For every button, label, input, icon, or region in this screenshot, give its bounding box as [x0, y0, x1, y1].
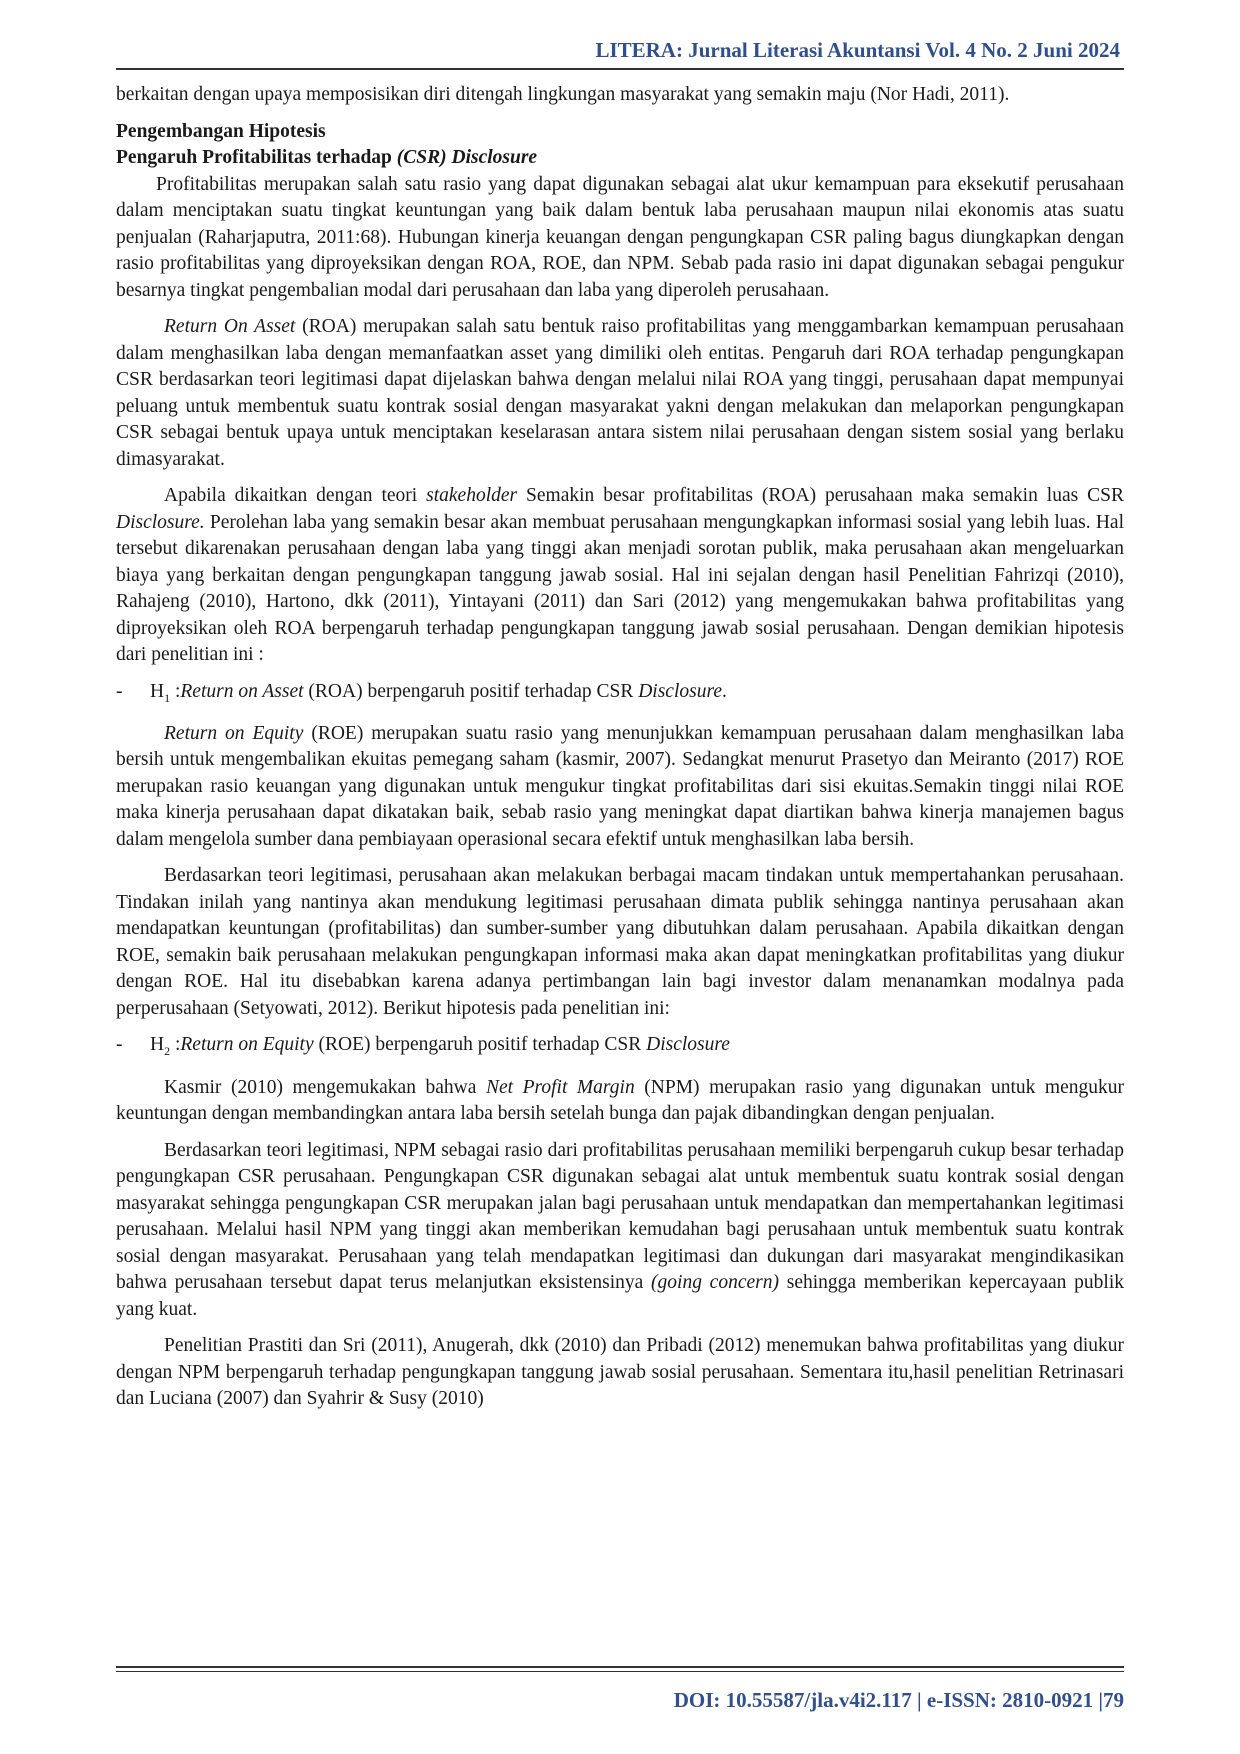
paragraph-4 [116, 721, 1124, 854]
subsection-title [116, 145, 1124, 172]
journal-header: LITERA: Jurnal Literasi Akuntansi Vol. 4 No. 2 Juni 2024 [595, 38, 1120, 62]
h2-sub: 2 [164, 1044, 171, 1059]
h1-label: H [150, 680, 165, 702]
p4-text: (ROE) merupakan suatu rasio yang menunjukkan kemampuan perusahaan dalam menghasilkan laba bersih untuk mengembalikan ekuitas pemegang saham (kasmir, 2007). Sedangkat menurut Prasetyo dan Meiranto (2017) ROE merupakan rasio keuangan yang digunakan untuk mengukur tingkat profitabilitas dari sisi ekuitas.Semakin tinggi nilai ROE maka kinerja perusahaan dapat dikatakan baik, sebab rasio yang meningkat dapat diartikan bahwa kinerja manajemen bagus dalam mengelola sumber dana pembiayaan operasional secara efektif untuk menghasilkan laba bersih. [116, 722, 1124, 850]
paragraph-1: Profitabilitas merupakan salah satu rasio yang dapat digunakan sebagai alat ukur kemampuan para eksekutif perusahaan dalam menciptakan suatu tingkat keuntungan yang baik dalam bentuk laba perusahaan maupun nilai ekonomis atas suatu penjualan (Raharjaputra, 2011:68). Hubungan kinerja keuangan dengan pengungkapan CSR paling bagus diungkapkan dengan rasio profitabilitas yang diproyeksikan dengan ROA, ROE, dan NPM. Sebab pada rasio ini dapat digunakan sebagai pengukur besarnya tingkat pengembalian modal dari perusahaan dan laba yang diperoleh perusahaan. [116, 173, 1124, 301]
p3-a: Apabila dikaitkan dengan teori [164, 485, 427, 506]
p3-e: Perolehan laba yang semakin besar akan membuat perusahaan mengungkapkan informasi sosial yang lebih luas. Hal tersebut dikarenakan perusahaan dengan laba yang tinggi akan menjadi sorotan publik, maka perusahaan akan mengeluarkan biaya yang berkaitan dengan pengungkapan tanggung jawab sosial. Hal ini sejalan dengan hasil Penelitian Fahrizqi (2010), Rahajeng (2010), Hartono, dkk (2011), Yintayani (2011) dan Sari (2012) yang mengemukakan bahwa profitabilitas yang diproyeksikan oleh ROA berpengaruh terhadap pengungkapan tanggung jawab sosial perusahaan. Dengan demikian hipotesis dari penelitian ini : [116, 511, 1124, 665]
p2-text: (ROA) merupakan salah satu bentuk raiso profitabilitas yang menggambarkan kemampuan perusahaan dalam menghasilkan laba dengan memanfaatkan asset yang dimiliki oleh entitas. Pengaruh dari ROA terhadap pengungkapan CSR berdasarkan teori legitimasi dapat dijelaskan bahwa dengan melalui nilai ROA yang tinggi, perusahaan dapat mempunyai peluang untuk membentuk suatu kontrak sosial dengan masyarakat yakni dengan melakukan dan melaporkan pengungkapan CSR sebagai bentuk upaya untuk menciptakan keselarasan antara sistem nilai perusahaan dengan sistem sosial yang berlaku dimasyarakat. [116, 316, 1124, 470]
intro-paragraph: berkaitan dengan upaya memposisikan diri ditengah lingkungan masyarakat yang semakin maju (Nor Hadi, 2011). [116, 84, 1010, 105]
p3-b: stakeholder [426, 485, 518, 506]
p6-c: (NPM) merupakan rasio yang digunakan untuk mengukur keuntungan dengan membandingkan antara laba bersih setelah bunga dan pajak dibandingkan dengan penjualan. [116, 1076, 1124, 1125]
paragraph-3 [116, 483, 1124, 669]
p6-a: Kasmir (2010) mengemukakan bahwa [164, 1076, 486, 1098]
paragraph-8: Penelitian Prastiti dan Sri (2011), Anugerah, dkk (2010) dan Pribadi (2012) menemukan bahwa profitabilitas yang diukur dengan NPM berpengaruh terhadap pengungkapan tanggung jawab sosial perusahaan. Sementara itu,hasil penelitian Retrinasari dan Luciana (2007) dan Syahrir & Susy (2010) [116, 1335, 1124, 1410]
paragraph-5: Berdasarkan teori legitimasi, perusahaan akan melakukan berbagai macam tindakan untuk mempertahankan perusahaan. Tindakan inilah yang nantinya akan mendukung legitimasi perusahaan dimata publik sehingga nantinya perusahaan akan mendapatkan keuntungan (profitabilitas) dan sumber-sumber yang dibutuhkan dalam perusahaan. Apabila dikaitkan dengan ROE, semakin baik perusahaan melakukan pengungkapan informasi maka akan dapat meningkatkan profitabilitas yang diukur dengan ROE. Hal itu disebabkan karena adanya pertimbangan lain bagi investor dalam menanamkan modalnya pada perperusahaan (Setyowati, 2012). Berikut hipotesis pada penelitian ini: [116, 865, 1124, 1019]
p3-c: Semakin besar profitabilitas (ROA) perusahaan maka semakin luas CSR [517, 485, 1124, 506]
footer-doi: DOI: 10.55587/jla.v4i2.117 | e-ISSN: 2810-0921 |79 [673, 1688, 1124, 1712]
p7-b: (going concern) [651, 1272, 779, 1294]
header-rule [116, 68, 1124, 70]
h1-colon: : [170, 680, 181, 702]
h1-term2: Disclosure [638, 680, 722, 702]
h1-sub: 1 [164, 690, 171, 705]
h1-term: Return on Asset [180, 680, 304, 702]
footer-rule-thick [116, 1666, 1124, 1668]
h1-mid: (ROA) berpengaruh positif terhadap CSR [303, 680, 639, 702]
hypothesis-2 [116, 1032, 1124, 1064]
h1-end: . [722, 680, 727, 702]
h2-mid: (ROE) berpengaruh positif terhadap CSR [313, 1034, 647, 1056]
p6-b: Net Profit Margin [485, 1076, 635, 1098]
subsection-prefix: Pengaruh Profitabilitas terhadap [116, 147, 397, 168]
h2-label: H [150, 1034, 165, 1056]
section-title: Pengembangan Hipotesis [116, 120, 326, 142]
paragraph-7 [116, 1138, 1124, 1324]
h2-term: Return on Equity [180, 1034, 314, 1056]
hypothesis-1 [116, 679, 1124, 711]
p4-term: Return on Equity [164, 722, 304, 744]
h2-term2: Disclosure [646, 1034, 730, 1056]
p7-a: Berdasarkan teori legitimasi, NPM sebagai rasio dari profitabilitas perusahaan memiliki berpengaruh cukup besar terhadap pengungkapan CSR perusahaan. Pengungkapan CSR digunakan sebagai alat untuk membentuk suatu kontrak sosial dengan masyarakat sehingga pengungkapan CSR merupakan jalan bagi perusahaan untuk mendapatkan dan mempertahankan legitimasi perusahaan. Melalui hasil NPM yang tinggi akan memberikan kemudahan bagi perusahaan untuk membentuk suatu kontrak sosial dengan masyarakat. Perusahaan yang telah mendapatkan legitimasi dan dukungan dari masyarakat mengindikasikan bahwa perusahaan tersebut dapat terus melanjutkan eksistensinya [116, 1139, 1124, 1294]
p3-d: Disclosure. [116, 511, 205, 533]
h1-dash: - [116, 680, 123, 702]
paragraph-2 [116, 314, 1124, 473]
paragraph-6 [116, 1075, 1124, 1128]
p2-term: Return On Asset [164, 316, 296, 337]
footer-rule-thin [116, 1671, 1124, 1672]
subsection-italic: (CSR) Disclosure [396, 147, 538, 168]
h2-dash: - [116, 1034, 123, 1056]
page-body [116, 82, 1124, 1423]
h2-colon: : [170, 1034, 181, 1056]
p7-c: sehingga memberikan kepercayaan publik yang kuat. [116, 1272, 1124, 1320]
